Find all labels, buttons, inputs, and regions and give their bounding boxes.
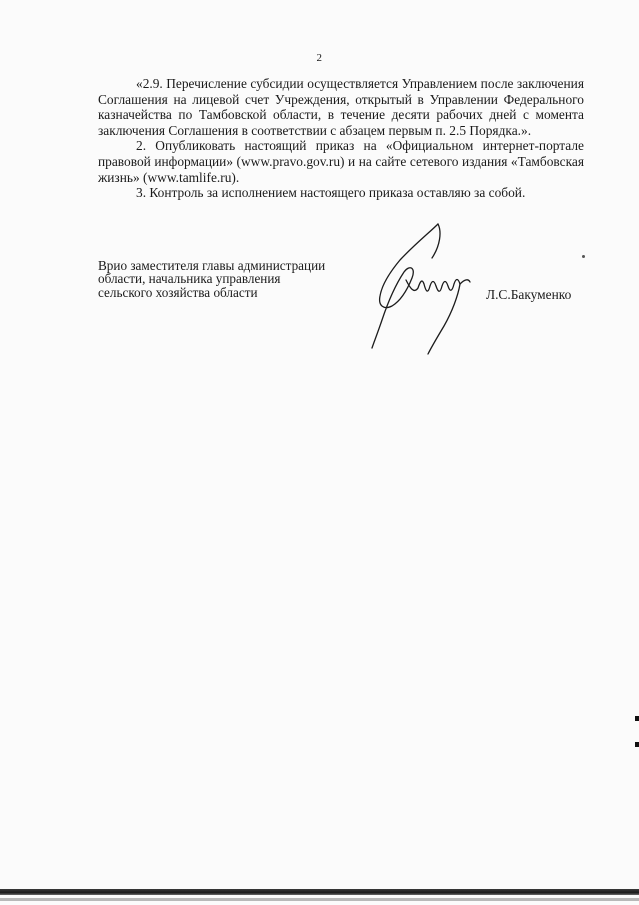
page-number: 2 bbox=[316, 52, 323, 64]
paragraph-amendment-2-9: «2.9. Перечисление субсидии осуществляется Управлением после заключения Соглашения на лицевой счет Учреждения, открытый в Управлении Федерального казначейства по Тамбовской области, в течение десяти рабочих дней с момента заключения Соглашения в соответствии с абзацем первым п. 2.5 Порядка.». bbox=[98, 76, 584, 138]
scan-bottom-edge bbox=[0, 889, 639, 895]
signatory-position-line: Врио заместителя главы администрации bbox=[98, 258, 326, 273]
scan-edge-mark bbox=[635, 716, 639, 721]
signatory-position bbox=[98, 259, 388, 299]
signatory-position-line: области, начальника управления bbox=[98, 271, 281, 287]
document-body bbox=[98, 76, 584, 201]
paragraph-control: 3. Контроль за исполнением настоящего приказа оставляю за собой. bbox=[136, 185, 526, 201]
scan-edge-mark bbox=[635, 742, 639, 747]
scan-speck bbox=[582, 255, 585, 258]
scan-bottom-shadow bbox=[0, 898, 639, 901]
handwritten-signature bbox=[360, 222, 495, 360]
signatory-position-line: сельского хозяйства области bbox=[98, 284, 258, 300]
paragraph-publication: 2. Опубликовать настоящий приказ на «Официальном интернет-портале правовой информации» (www.pravo.gov.ru) и на сайте сетевого издания «Тамбовская жизнь» (www.tamlife.ru). bbox=[98, 138, 584, 185]
signatory-name: Л.С.Бакуменко bbox=[486, 287, 572, 302]
